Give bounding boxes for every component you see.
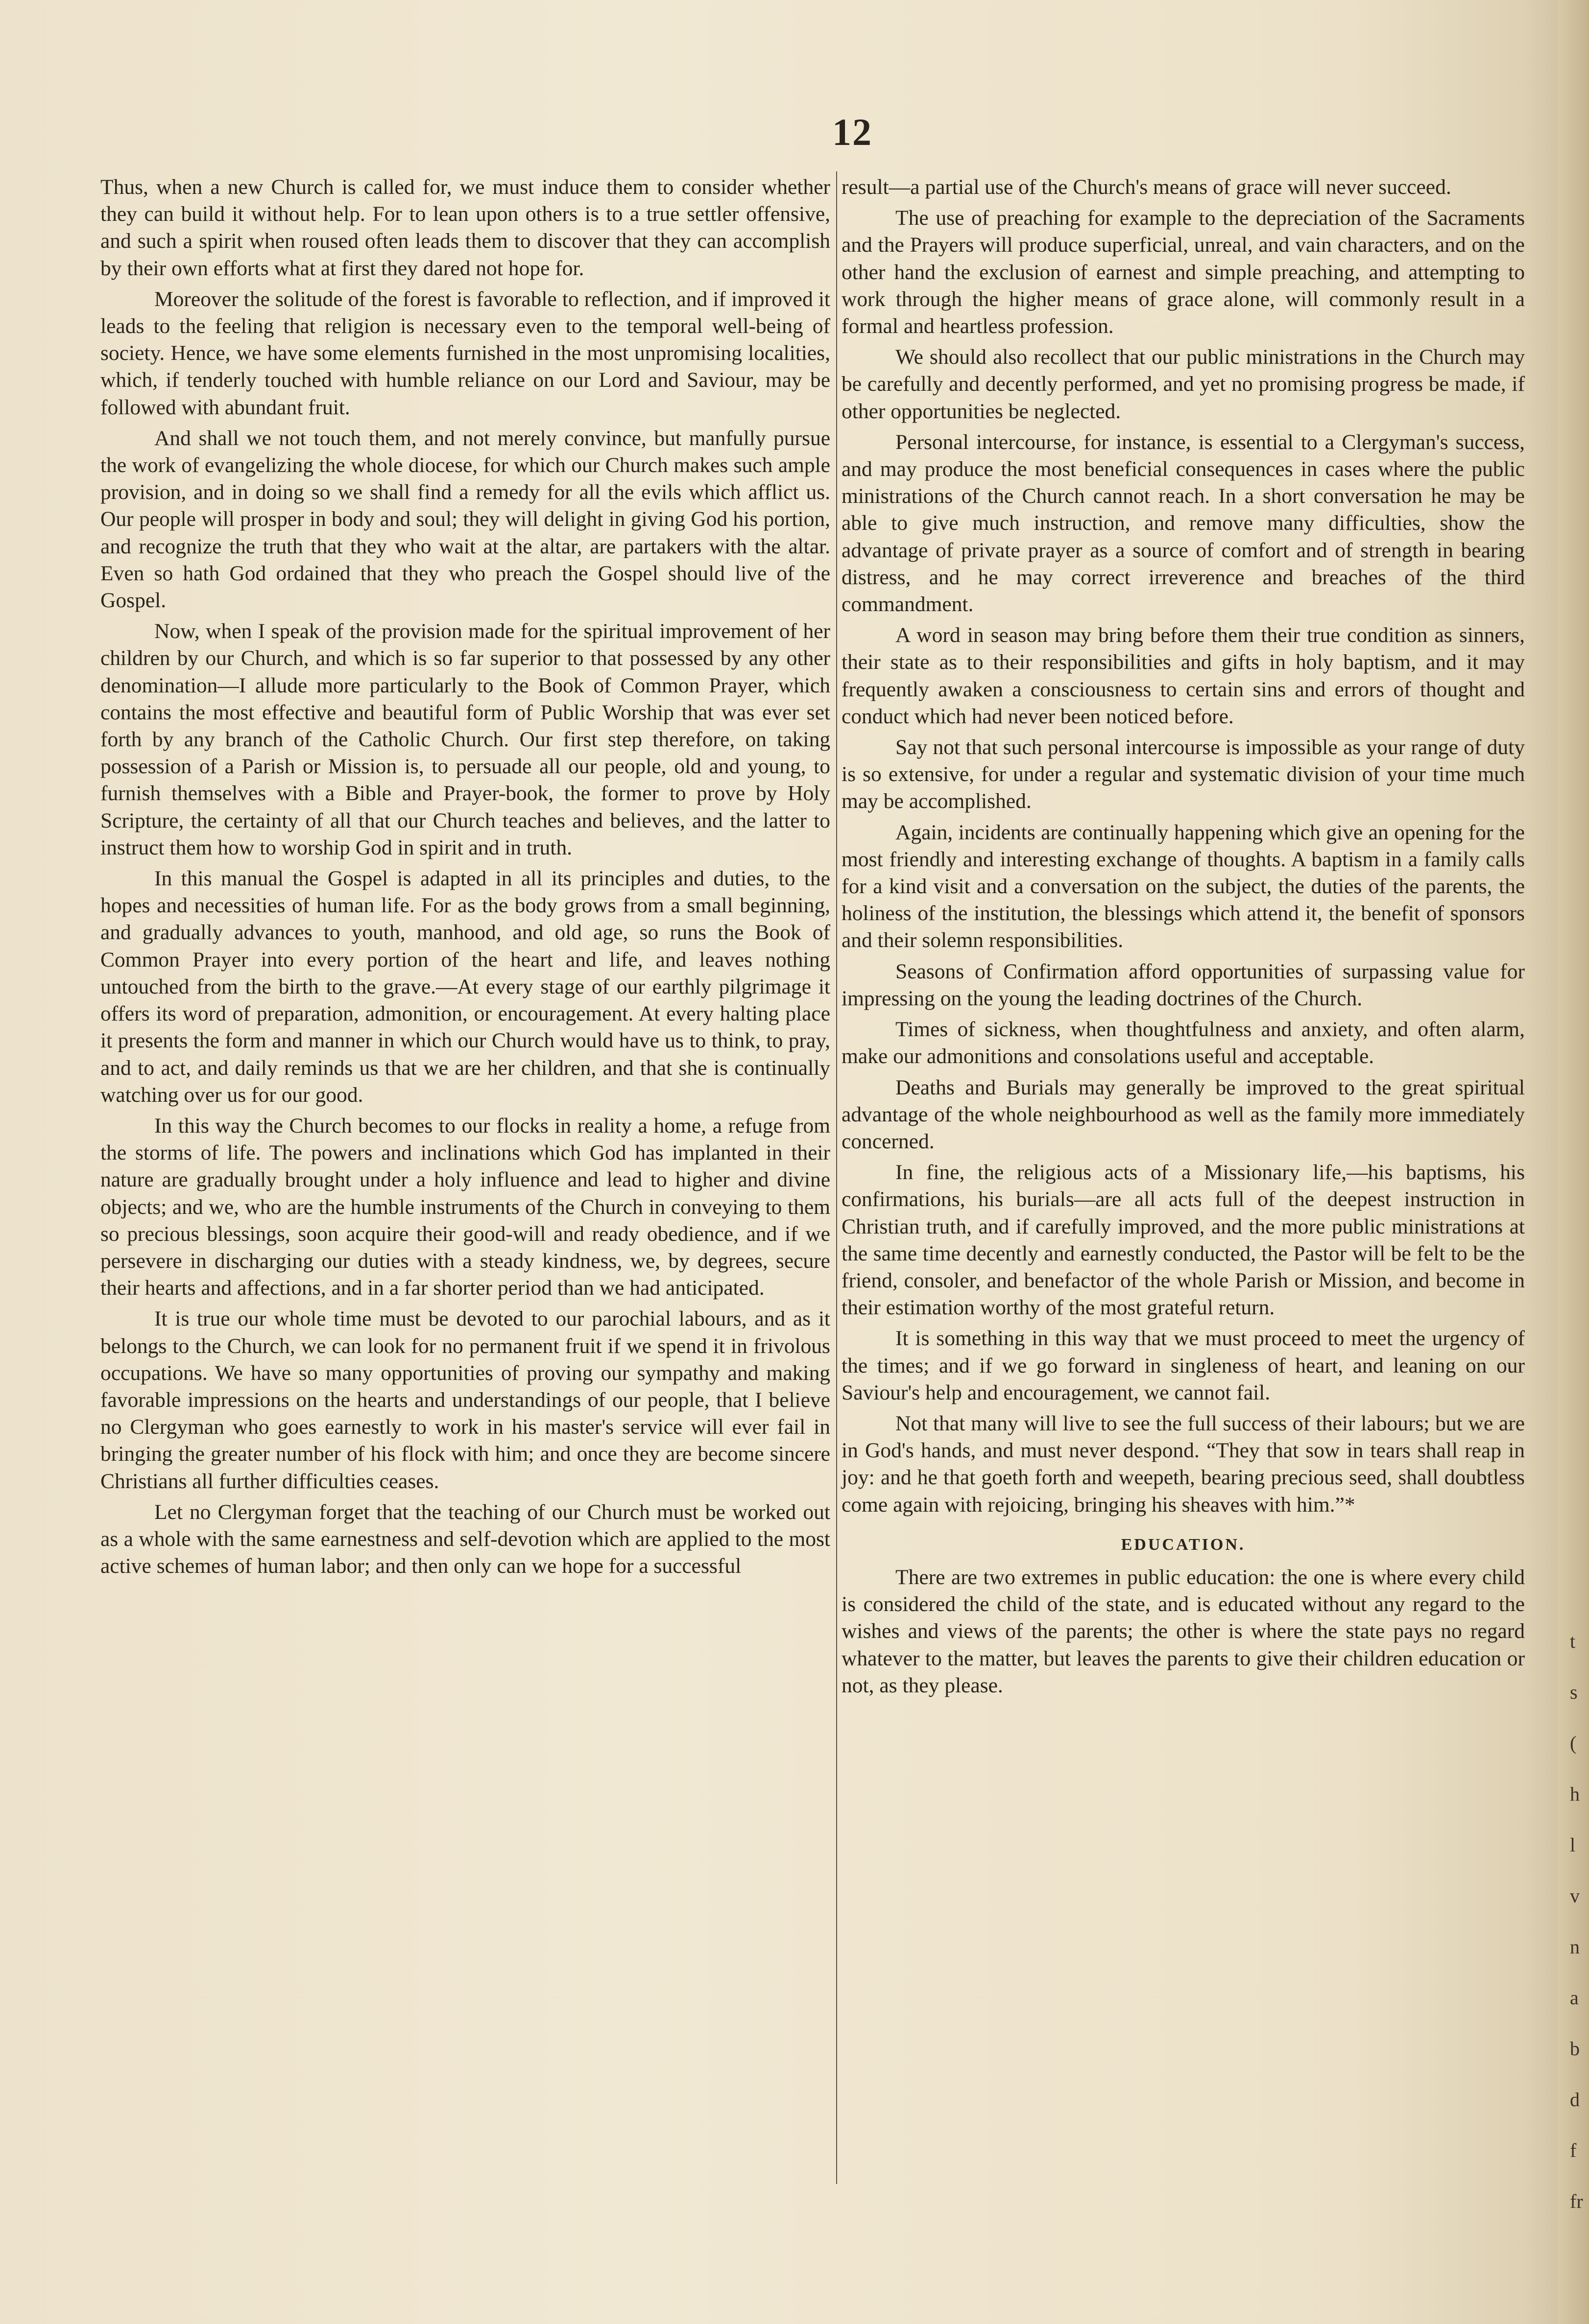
right-paragraph: Times of sickness, when thoughtfulness and anxiety, and often alarm, make our admonitions and consolations useful and acceptable. bbox=[842, 1018, 1525, 1068]
adjacent-page-fragments bbox=[1570, 1616, 1587, 2227]
edge-fragment: fr bbox=[1570, 2190, 1583, 2212]
edge-fragment: f bbox=[1570, 2139, 1577, 2161]
edge-fragment: a bbox=[1570, 1987, 1579, 2009]
left-paragraph: Moreover the solitude of the forest is favorable to reflection, and if improved it leads to the feeling that religion is necessary even to the temporal well-being of society. Hence, we have some elements furnished in the most unpromising localities, which, if tenderly touched with humble reliance on our Lord and Saviour, may be followed with abundant fruit. bbox=[100, 287, 830, 419]
edge-fragment: v bbox=[1570, 1885, 1580, 1907]
right-paragraph: It is something in this way that we must proceed to meet the urgency of the times; and if we go forward in singleness of heart, and leaning on our Saviour's help and encouragement, we cannot fail. bbox=[842, 1327, 1525, 1404]
left-paragraph: In this manual the Gospel is adapted in all its principles and duties, to the hopes and necessities of human life. For as the body grows from a small beginning, and gradually advances to youth, manhood, and old age, so runs the Book of Common Prayer into every portion of the heart and life, and leaves nothing untouched from the birth to the grave.—At every stage of our earthly pilgrimage it offers its word of preparation, admonition, or encouragement. At every halting place it presents the form and manner in which our Church would have us to think, to pray, and to act, and daily reminds us that we are her children, and that she is continually watching over us for our good. bbox=[100, 867, 830, 1107]
right-paragraph: Again, incidents are continually happening which give an opening for the most friendly and interesting exchange of thoughts. A baptism in a family calls for a kind visit and a conversation on the subject, the duties of the parents, the holiness of the institution, the blessings which attend it, the benefit of sponsors and their solemn responsibilities. bbox=[842, 820, 1525, 952]
education-paragraph: There are two extremes in public education: the one is where every child is considered the child of the state, and is educated without any regard to the wishes and views of the parents; the other is where the state pays no regard whatever to the matter, but leaves the parents to give their children education or not, as they please. bbox=[842, 1565, 1525, 1697]
edge-fragment: n bbox=[1570, 1936, 1580, 1958]
edge-fragment: l bbox=[1570, 1834, 1576, 1856]
left-paragraph: And shall we not touch them, and not merely convince, but manfully pursue the work of evangelizing the whole diocese, for which our Church makes such ample provision, and in doing so we shall find a remedy for all the evils which afflict us. Our people will prosper in body and soul; they will delight in giving God his portion, and recognize the truth that they who wait at the altar, are partakers with the altar. Even so hath God ordained that they who preach the Gospel should live of the Gospel. bbox=[100, 426, 830, 613]
edge-fragment: t bbox=[1570, 1630, 1576, 1652]
right-paragraph: Deaths and Burials may generally be improved to the great spiritual advantage of the whole neighbourhood as well as the family more immediately concerned. bbox=[842, 1075, 1525, 1153]
right-paragraph: The use of preaching for example to the depreciation of the Sacraments and the Prayers will produce superficial, unreal, and vain characters, and on the other hand the exclusion of earnest and simple preaching, and attempting to work through the higher means of grace alone, will commonly result in a formal and heartless profession. bbox=[842, 206, 1525, 338]
right-paragraph: In fine, the religious acts of a Missionary life,—his baptisms, his confirmations, his burials—are all acts full of the deepest instruction in Christian truth, and if carefully improved, and the more public ministrations at the same time decently and earnestly conducted, the Pastor will be felt to be the friend, consoler, and benefactor of the whole Parish or Mission, and become in their estimation worthy of the most grateful return. bbox=[842, 1161, 1525, 1320]
edge-fragment: b bbox=[1570, 2038, 1580, 2060]
right-paragraph: result—a partial use of the Church's means of grace will never succeed. bbox=[842, 175, 1451, 199]
left-column bbox=[100, 174, 830, 1580]
right-paragraph: We should also recollect that our public ministrations in the Church may be carefully and decently performed, and yet no promising progress be made, if other opportunities be neglected. bbox=[842, 345, 1525, 423]
edge-fragment: h bbox=[1570, 1783, 1580, 1805]
page-number: 12 bbox=[832, 111, 872, 153]
edge-fragment: s bbox=[1570, 1681, 1578, 1703]
right-paragraph: A word in season may bring before them their true condition as sinners, their state as to their responsibilities and gifts in holy baptism, and it may frequently awaken a consciousness to certain sins and errors of thought and conduct which had never been noticed before. bbox=[842, 623, 1525, 728]
edge-fragment: ( bbox=[1570, 1732, 1577, 1754]
right-paragraph: Seasons of Confirmation afford opportunities of surpassing value for impressing on the young the leading doctrines of the Church. bbox=[842, 959, 1525, 1010]
left-paragraph: Thus, when a new Church is called for, we must induce them to consider whether they can build it without help. For to lean upon others is to a true settler offensive, and such a spirit when roused often leads them to discover that they can accomplish by their own efforts what at first they dared not hope for. bbox=[100, 175, 830, 280]
right-paragraph: Personal intercourse, for instance, is essential to a Clergyman's success, and may produce the most beneficial consequences in cases where the public ministrations of the Church cannot reach. In a short conversation he may be able to give much instruction, and remove many difficulties, show the advantage of private prayer as a source of comfort and of strength in bearing distress, and he may correct irreverence and breaches of the third commandment. bbox=[842, 430, 1525, 617]
right-paragraph: Say not that such personal intercourse is impossible as your range of duty is so extensive, for under a regular and systematic division of your time much may be accomplished. bbox=[842, 735, 1525, 813]
right-column-paragraphs bbox=[842, 174, 1525, 1518]
left-paragraph: It is true our whole time must be devoted to our parochial labours, and as it belongs to the Church, we can look for no permanent fruit if we spend it in frivolous occupations. We have so many opportunities of proving our sympathy and making favorable impressions on the hearts and understandings of our people, that I believe no Clergyman who goes earnestly to work in his master's service will ever fail in bringing the greater number of his flock with him; and once they are become sincere Christians all further difficulties ceases. bbox=[100, 1307, 830, 1493]
column-divider bbox=[836, 171, 837, 2184]
left-paragraph: Now, when I speak of the provision made for the spiritual improvement of her children by our Church, and which is so far superior to that possessed by any other denomination—I allude more particularly to the Book of Common Prayer, which contains the most effective and beautiful form of Public Worship that was ever set forth by any branch of the Catholic Church. Our first step therefore, on taking possession of a Parish or Mission is, to persuade all our people, old and young, to furnish themselves with a Bible and Prayer-book, the former to prove by Holy Scripture, the certainty of all that our Church teaches and believes, and the latter to instruct them how to worship God in spirit and in truth. bbox=[100, 619, 830, 859]
left-paragraph: In this way the Church becomes to our flocks in reality a home, a refuge from the storms of life. The powers and inclinations which God has implanted in their nature are gradually brought under a holy influence and lead to higher and divine objects; and we, who are the humble instruments of the Church in conveying to them so precious blessings, soon acquire their good-will and ready obedience, and if we persevere in discharging our duties with a steady kindness, we, by degrees, secure their hearts and affections, and in a far shorter period than we had anticipated. bbox=[100, 1114, 830, 1300]
right-column bbox=[842, 174, 1525, 1699]
section-heading: EDUCATION. bbox=[1121, 1535, 1246, 1554]
right-paragraph: Not that many will live to see the full success of their labours; but we are in God's hands, and must never despond. “They that sow in tears shall reap in joy: and he that goeth forth and weepeth, bearing precious seed, shall doubtless come again with rejoicing, bringing his sheaves with him.”* bbox=[842, 1411, 1525, 1517]
edge-fragment: d bbox=[1570, 2088, 1580, 2111]
left-paragraph: Let no Clergyman forget that the teaching of our Church must be worked out as a whole with the same earnestness and self-devotion which are applied to the most active schemes of human labor; and then only can we hope for a successful bbox=[100, 1500, 830, 1578]
